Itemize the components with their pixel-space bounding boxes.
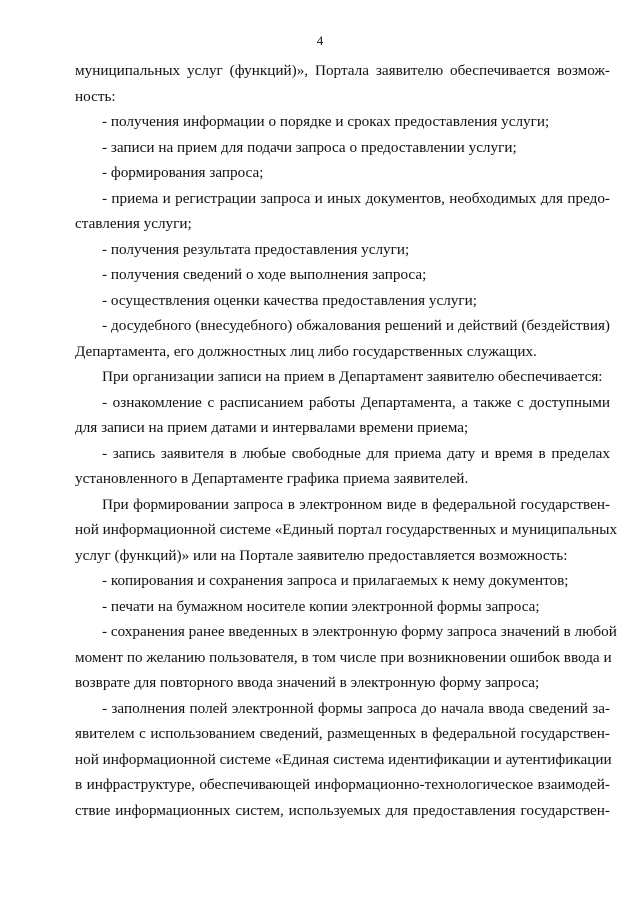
text-line: - получения информации о порядке и сроках предоставления услуги; [102,113,550,130]
text-line: установленного в Департаменте графика приема заявителей. [75,470,469,487]
text-line: ность: [75,87,116,105]
text-line: возврате для повторного ввода значений в электронную форму запроса; [75,674,540,691]
text-line: - копирования и сохранения запроса и прилагаемых к нему документов; [102,572,569,589]
text-line: - формирования запроса; [102,164,264,181]
text-line: - запись заявителя в любые свободные для приема дату и время в пределах [102,444,610,462]
text-line: в инфраструктуре, обеспечивающей информационно-технологическое взаимодей- [75,776,610,793]
page-number: 4 [316,33,324,48]
text-line: ствие информационных систем, используемых для предоставления государствен- [75,801,610,819]
text-line: ной информационной системе «Единая система идентификации и аутентификации [75,750,612,768]
document-body [75,58,618,823]
text-line: муниципальных услуг (функций)», Портала заявителю обеспечивается возмож- [75,62,610,79]
text-line: ставления услуги; [75,215,192,232]
text-line: момент по желанию пользователя, в том числе при возникновении ошибок ввода и [75,648,612,666]
text-line: - получения сведений о ходе выполнения запроса; [102,266,427,283]
text-line: - заполнения полей электронной формы запроса до начала ввода сведений за- [102,699,610,717]
text-line: ной информационной системе «Единый портал государственных и муниципальных [75,521,618,538]
text-line: - досудебного (внесудебного) обжалования решений и действий (бездействия) [102,317,610,334]
text-line: - записи на прием для подачи запроса о предоставлении услуги; [102,138,517,156]
text-line: Департамента, его должностных лиц либо государственных служащих. [75,342,537,360]
text-line: - сохранения ранее введенных в электронную форму запроса значений в любой [102,623,617,640]
text-line: - получения результата предоставления услуги; [102,240,410,258]
text-line: При формировании запроса в электронном виде в федеральной государствен- [102,495,610,513]
text-line: для записи на прием датами и интервалами времени приема; [75,419,469,436]
text-line: явителем с использованием сведений, размещенных в федеральной государствен- [75,725,610,742]
text-line: услуг (функций)» или на Портале заявителю предоставляется возможность: [75,546,568,564]
text-line: - печати на бумажном носителе копии электронной формы запроса; [102,597,540,615]
text-line: - ознакомление с расписанием работы Департамента, а также с доступными [102,393,610,411]
text-line: При организации записи на прием в Департамент заявителю обеспечивается: [102,368,603,385]
text-line: - осуществления оценки качества предоставления услуги; [102,291,477,309]
text-line: - приема и регистрации запроса и иных документов, необходимых для предо- [102,189,610,207]
